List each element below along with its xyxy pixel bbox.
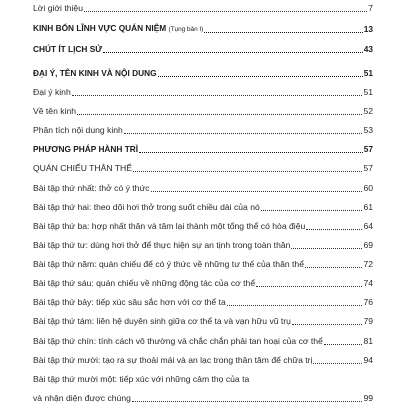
- toc-entry[interactable]: [33, 103, 373, 117]
- toc-entry-title: PHƯƠNG PHÁP HÀNH TRÌ: [33, 144, 139, 154]
- toc-entry[interactable]: [33, 333, 373, 347]
- toc-entry[interactable]: [33, 218, 373, 232]
- toc-entry[interactable]: [33, 294, 373, 308]
- toc-entry-page: 72: [363, 259, 373, 269]
- toc-entry-title: Bài tập thứ mười một: tiếp xúc với những cảm thọ của ta: [33, 374, 250, 384]
- toc-entry-page: 61: [363, 202, 373, 212]
- toc-entry[interactable]: [33, 180, 373, 194]
- toc-entry[interactable]: [33, 0, 373, 14]
- toc-entry-title: CHÚT ÍT LỊCH SỬ: [33, 44, 103, 54]
- dot-leader: [103, 52, 363, 53]
- toc-entry-page: 79: [363, 316, 373, 326]
- dot-leader: [306, 229, 362, 230]
- toc-entry-title: Bài tập thứ tám: liên hệ duyên sinh giữa cơ thể ta và vạn hữu vũ trụ: [33, 316, 291, 326]
- dot-leader: [261, 210, 363, 211]
- toc-entry-title: Đại ý kinh: [33, 87, 71, 97]
- dot-leader: [158, 76, 363, 77]
- toc-entry-title: và nhận diện được chúng: [33, 393, 131, 403]
- toc-entry-title: Bài tập thứ chín: tính cách vô thường và chắc chắn phải tan hoại của cơ thể: [33, 336, 323, 346]
- toc-entry-page: 43: [363, 44, 373, 54]
- toc-entry-title: QUÁN CHIẾU THÂN THỂ: [33, 163, 132, 173]
- toc-entry-title: Lời giới thiệu: [33, 3, 83, 13]
- toc-entry-title: Bài tập thứ sáu: quán chiếu về những động tác của cơ thể: [33, 278, 256, 288]
- toc-entry-title: Bài tập thứ năm: quán chiếu để có ý thức về những tư thế của thân thể: [33, 259, 304, 269]
- dot-leader: [132, 401, 363, 402]
- toc-entry-title: Bài tập thứ nhất: thở có ý thức: [33, 183, 150, 193]
- toc-entry-page: 94: [363, 355, 373, 365]
- toc-entry[interactable]: [33, 237, 373, 251]
- toc-entry-page: 60: [363, 183, 373, 193]
- dot-leader: [324, 344, 363, 345]
- toc-entry-title: Bài tập thứ tư: dùng hơi thở để thực hiện sự an tịnh trong toàn thân: [33, 240, 291, 250]
- toc-entry[interactable]: [33, 371, 373, 385]
- dot-leader: [84, 11, 367, 12]
- toc-entry[interactable]: [33, 352, 373, 366]
- toc-entry-page: 53: [363, 125, 373, 135]
- dot-leader: [204, 32, 362, 33]
- toc-entry[interactable]: [33, 141, 373, 155]
- toc-entry-page: 74: [363, 278, 373, 288]
- toc-entry-page: 57: [363, 144, 373, 154]
- dot-leader: [151, 191, 363, 192]
- toc-entry-page: 52: [363, 106, 373, 116]
- toc-entry[interactable]: [33, 84, 373, 98]
- toc-entry-page: 51: [363, 87, 373, 97]
- dot-leader: [133, 171, 362, 172]
- toc-entry[interactable]: [33, 122, 373, 136]
- toc-entry-page: 51: [363, 68, 373, 78]
- toc-entry-title: Bài tập thứ mười: tạo ra sự thoải mái và an lạc trong thân tâm để chữa trị: [33, 355, 313, 365]
- toc-entry[interactable]: [33, 199, 373, 213]
- toc-entry-page: 7: [368, 3, 373, 13]
- toc-entry[interactable]: [33, 65, 373, 79]
- toc-entry-page: 69: [363, 240, 373, 250]
- dot-leader: [305, 267, 362, 268]
- toc-entry-page: 13: [363, 24, 373, 34]
- toc-entry[interactable]: [33, 21, 373, 35]
- toc-entry-title: Phân tích nội dung kinh: [33, 125, 123, 135]
- dot-leader: [72, 95, 363, 96]
- toc-entry[interactable]: [33, 275, 373, 289]
- toc-entry-title: Bài tập thứ ba: hợp nhất thân và tâm lại thành một tổng thể có hòa điệu: [33, 221, 306, 231]
- toc-entry[interactable]: [33, 41, 373, 55]
- toc-entry[interactable]: [33, 390, 373, 404]
- toc-entry-title: Bài tập thứ bảy: tiếp xúc sâu sắc hơn với cơ thể ta: [33, 297, 226, 307]
- toc-entry-title: Về tên kinh: [33, 106, 76, 116]
- toc-entry-title: ĐẠI Ý, TÊN KINH VÀ NỘI DUNG: [33, 68, 157, 78]
- toc-entry[interactable]: [33, 160, 373, 174]
- toc-entry-page: 81: [363, 336, 373, 346]
- dot-leader: [227, 305, 363, 306]
- toc-entry-title: Bài tập thứ hai: theo dõi hơi thở trong suốt chiều dài của nó: [33, 202, 260, 212]
- toc-entry[interactable]: [33, 313, 373, 327]
- dot-leader: [256, 286, 362, 287]
- dot-leader: [292, 324, 363, 325]
- toc-entry-page: 76: [363, 297, 373, 307]
- toc-entry-page: 57: [363, 163, 373, 173]
- toc-entry-note: (Tụng bản I): [168, 26, 204, 33]
- dot-leader: [291, 248, 362, 249]
- dot-leader: [139, 152, 363, 153]
- toc-entry-title: KINH BỐN LĨNH VỰC QUÁN NIỆM (Tụng bản I): [33, 23, 204, 33]
- toc-entry-page: 64: [363, 221, 373, 231]
- toc-entry-page: 99: [363, 393, 373, 403]
- dot-leader: [124, 133, 363, 134]
- dot-leader: [77, 114, 362, 115]
- toc-entry[interactable]: [33, 256, 373, 270]
- dot-leader: [313, 363, 362, 364]
